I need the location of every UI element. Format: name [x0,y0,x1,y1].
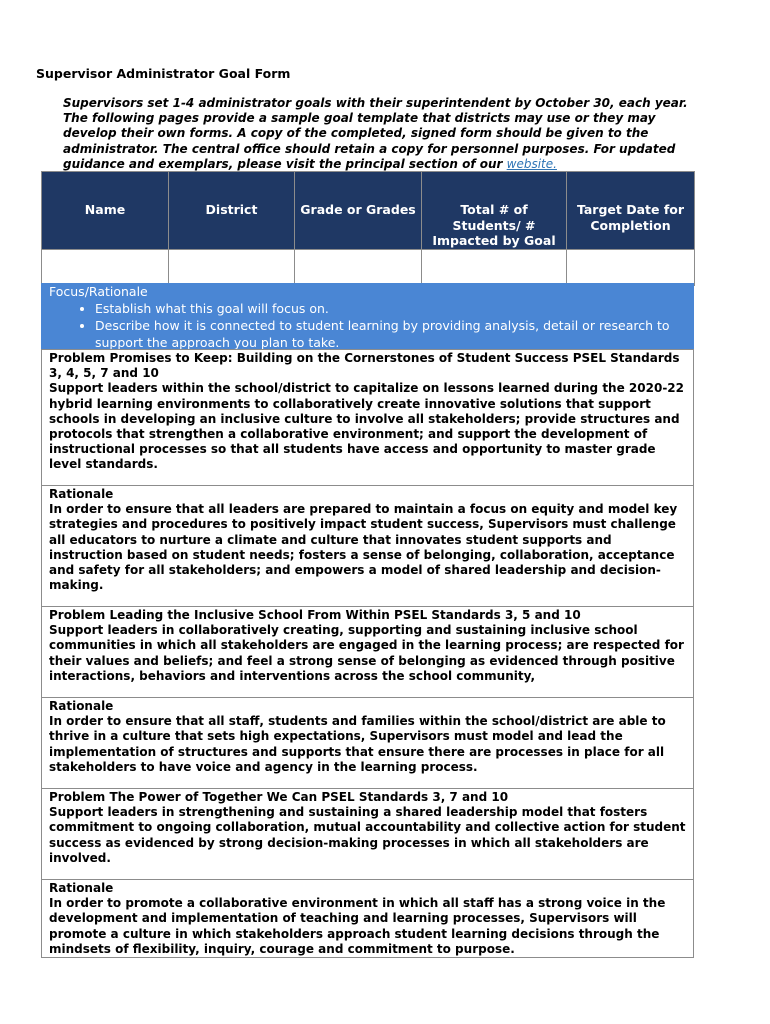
focus-rationale-box [41,283,694,349]
goal-sections [41,349,694,958]
section-body: Support leaders within the school/district to capitalize on lessons learned during the 2020-22 hybrid learning environments to collaboratively create innovative solutions that support schools in developing an inclusive culture to involve all stakeholders; provide structures and protocols that strengthen a collaborative environment; and support the development of instructional processes so that all students have access and opportunity to master grade level standards. [49,381,684,472]
problem-section [42,606,693,697]
focus-bullet-list [49,300,686,349]
header-row [42,172,695,250]
website-link[interactable]: website. [506,156,557,171]
total-students-cell[interactable] [422,250,567,286]
rationale-section [42,879,693,957]
section-heading: Problem Promises to Keep: Building on the Cornerstones of Student Success PSEL Standards 3, 4, 5, 7 and 10 [49,351,680,381]
district-cell[interactable] [169,250,295,286]
focus-bullet: • Establish what this goal will focus on. [95,300,686,317]
section-heading: Rationale [49,699,114,713]
intro-text: Supervisors set 1-4 administrator goals with their superintendent by October 30, each year. The following pages provide a sample goal template that districts may use or they may develop their own forms. A copy of the completed, signed form should be given to the administrator. The central office should retain a copy for personnel purposes. For updated guidance and exemplars, please visit the principal section of our [63,96,688,171]
rationale-section [42,697,693,788]
header-target-date: Target Date for Completion [567,172,695,250]
problem-section [42,349,693,485]
section-body: Support leaders in collaboratively creating, supporting and sustaining inclusive school communities in which all stakeholders are engaged in the learning process; are respected for their values and beliefs; and feel a strong sense of belonging as evidenced through positive interactions, behaviors and interventions across the school community, [49,623,684,683]
page-title: Supervisor Administrator Goal Form [36,66,291,81]
section-heading: Rationale [49,881,114,895]
goal-header-table [41,171,695,286]
name-cell[interactable] [42,250,169,286]
focus-bullet: • Describe how it is connected to student learning by providing analysis, detail or research to support the approach you plan to take. [95,317,686,349]
intro-paragraph [63,96,703,172]
grades-cell[interactable] [295,250,422,286]
section-body: In order to ensure that all leaders are prepared to maintain a focus on equity and model key strategies and procedures to positively impact student success, Supervisors must challenge all educators to nurture a climate and culture that innovates student supports and instruction based on student needs; fosters a sense of belonging, collaboration, acceptance and safety for all stakeholders; and empowers a model of shared leadership and decision-making. [49,502,678,593]
header-name: Name [42,172,169,250]
section-body: In order to promote a collaborative environment in which all staff has a strong voice in the development and implementation of teaching and learning processes, Supervisors will promote a culture in which stakeholders approach student learning decisions through the mindsets of flexibility, inquiry, courage and commitment to purpose. [49,896,666,956]
section-body: In order to ensure that all staff, students and families within the school/district are able to thrive in a culture that sets high expectations, Supervisors must model and lead the implementation of structures and supports that ensure there are processes in place for all stakeholders to have voice and agency in the learning process. [49,714,666,774]
rationale-section [42,485,693,606]
header-grades: Grade or Grades [295,172,422,250]
section-heading: Rationale [49,487,114,501]
section-body: Support leaders in strengthening and sustaining a shared leadership model that fosters commitment to ongoing collaboration, mutual accountability and collective action for student success as evidenced by strong decision-making processes in which all stakeholders are involved. [49,805,686,865]
header-district: District [169,172,295,250]
header-total-students: Total # of Students/ # Impacted by Goal [422,172,567,250]
section-heading: Problem Leading the Inclusive School From Within PSEL Standards 3, 5 and 10 [49,608,581,622]
entry-row [42,250,695,286]
target-date-cell[interactable] [567,250,695,286]
problem-section [42,788,693,879]
focus-heading: Focus/Rationale [49,284,148,299]
section-heading: Problem The Power of Together We Can PSEL Standards 3, 7 and 10 [49,790,509,804]
